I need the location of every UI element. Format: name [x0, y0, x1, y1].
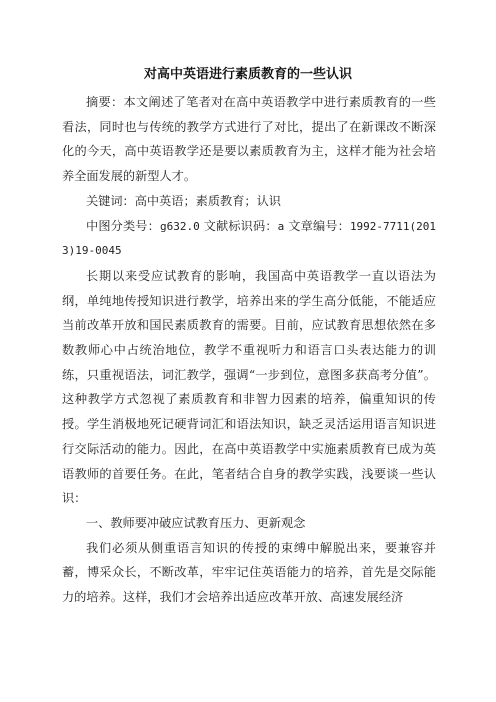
section-heading-1: 一、教师要冲破应试教育压力、更新观念	[86, 515, 306, 530]
clc-value: g632.0	[159, 219, 200, 233]
clc-label: 中图分类号：	[86, 218, 160, 233]
document-title: 对高中英语进行素质教育的一些认识	[143, 67, 352, 82]
body-paragraph-1: 长期以来受应试教育的影响，我国高中英语教学一直以语法为纲，单纯地传授知识进行教学，培养出来的学生高分低能，不能适应当前改革开放和国民素质教育的需要。目前，应试教育思想依然在多数教师心中占统治地位，教学不重视听力和语言口头表达能力的训练，只重视语法，词汇教学，强调“一步到位，意图多获高考分值”。这种教学方式忽视了素质教育和非智力因素的培养，偏重知识的传授。学生消极地死记硬背词汇和语法知识，缺乏灵活运用语言知识进行交际活动的能力。因此，在高中英语教学中实施素质教育已成为英语教师的首要任务。在此，笔者结合自身的教学实践，浅要谈一些认识：	[62, 268, 436, 506]
document-body	[62, 90, 436, 610]
article-number-value: 1992-7711(2013)19-0045	[62, 219, 437, 258]
doc-code-value: a	[277, 219, 285, 233]
keywords-paragraph: 关键词：高中英语；素质教育；认识	[86, 193, 281, 208]
abstract-paragraph: 摘要：本文阐述了笔者对在高中英语教学中进行素质教育的一些看法，同时也与传统的教学方式进行了对比，提出了在新课改不断深化的今天，高中英语教学还是要以素质教育为主，这样才能为社会培养全面发展的新型人才。	[62, 95, 436, 184]
article-number-label: 文章编号：	[284, 218, 350, 233]
classification-paragraph	[62, 214, 436, 264]
doc-code-label: 文献标识码：	[199, 218, 278, 233]
body-paragraph-2: 我们必须从侧重语言知识的传授的束缚中解脱出来，要兼容并蓄，博采众长，不断改革，牢牢记住英语能力的培养，首先是交际能力的培养。这样，我们才会培养出适应改革开放、高速发展经济	[62, 540, 436, 605]
